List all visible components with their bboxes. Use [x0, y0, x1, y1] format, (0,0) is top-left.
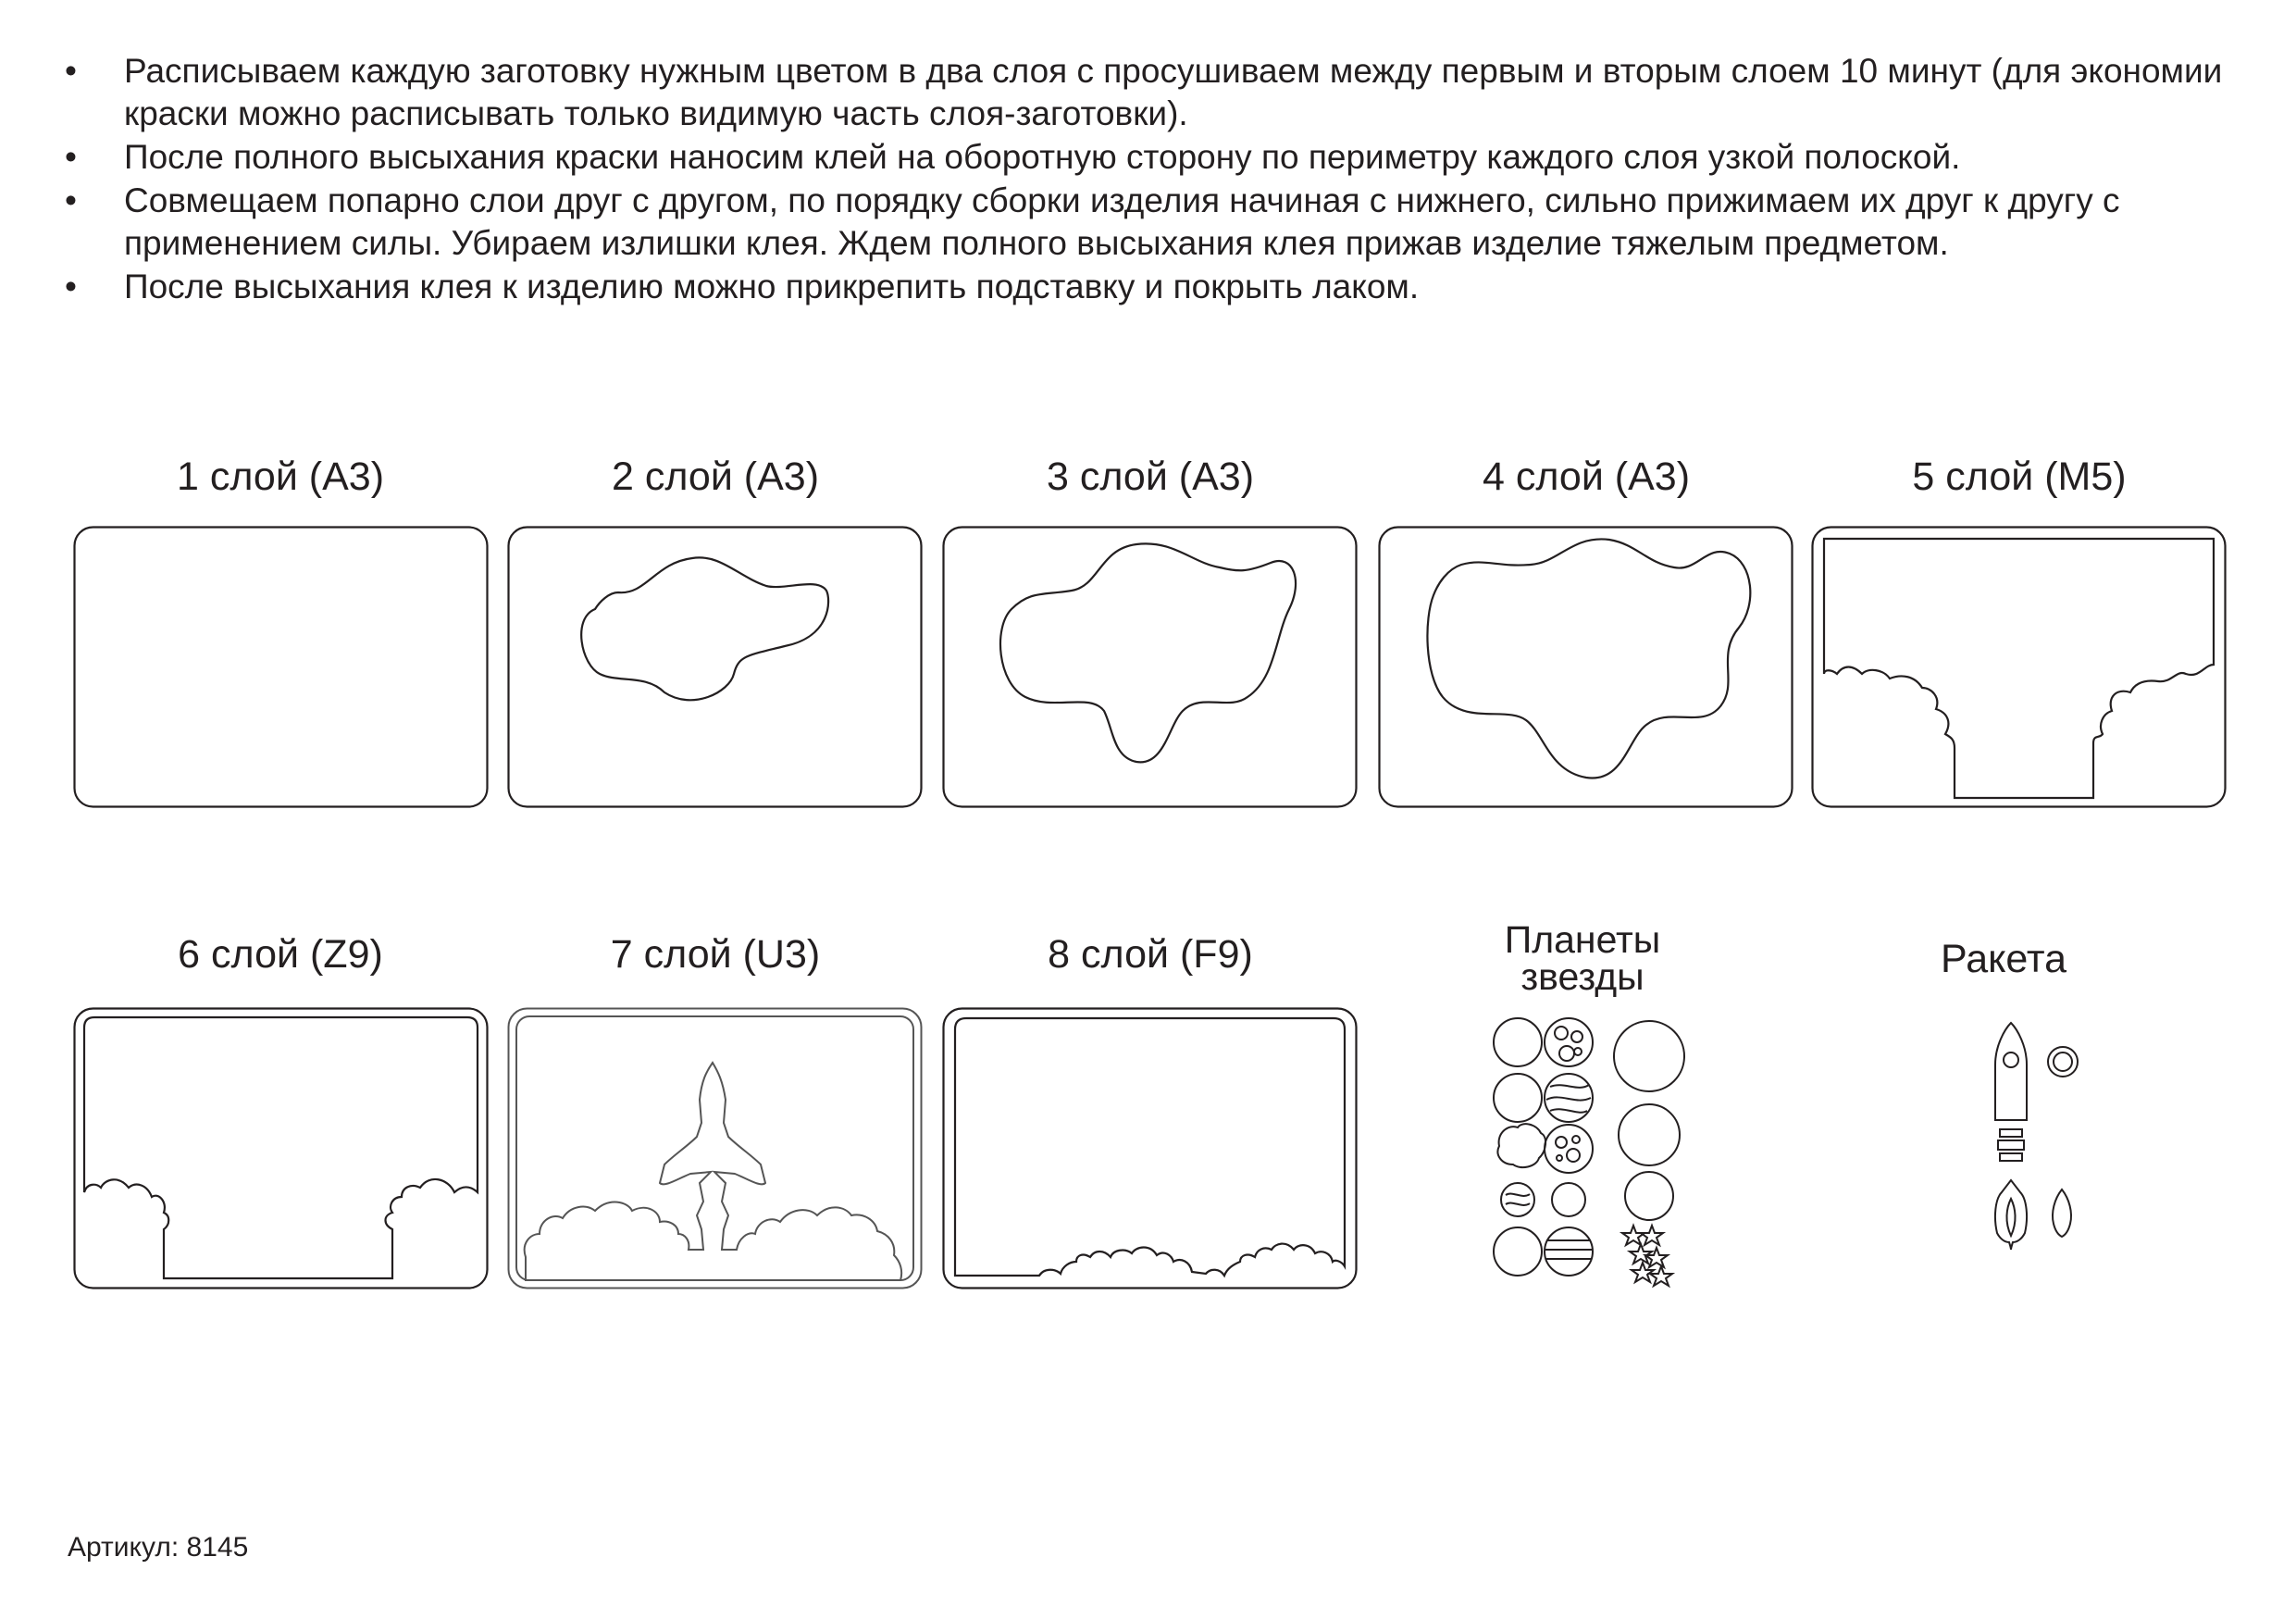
layer-5-label: 5 слой (M5): [1912, 455, 2127, 499]
nozzle-part: [2000, 1129, 2022, 1137]
planet-part: [1494, 1227, 1542, 1276]
layer-3-panel: [942, 526, 1358, 808]
planet-part: [1545, 1018, 1593, 1066]
planet-part: [1619, 1104, 1680, 1165]
star-part: [1630, 1244, 1652, 1264]
layer-2-panel: [507, 526, 923, 808]
planet-part: [1625, 1172, 1673, 1220]
layer-5-panel: [1811, 526, 2227, 808]
planet-part: [1545, 1125, 1593, 1173]
planets-title-line1: Планеты: [1504, 918, 1661, 961]
layer-3-label: 3 слой (А3): [1046, 455, 1255, 499]
star-part: [1622, 1226, 1644, 1245]
clouds-cutout: [84, 1017, 478, 1278]
planets-stars-parts: [1485, 1015, 1707, 1292]
layer-8-panel: [942, 1007, 1358, 1289]
clouds-cutout: [955, 1018, 1345, 1276]
article-number: Артикул: 8145: [68, 1532, 249, 1563]
star-part: [1641, 1226, 1663, 1245]
bullet-icon: •: [65, 138, 77, 176]
rocket-body-part: [1995, 1023, 2027, 1120]
layer-6-label: 6 слой (Z9): [178, 932, 383, 977]
layer-4-label: 4 слой (А3): [1482, 455, 1691, 499]
porthole-part: [2048, 1047, 2078, 1077]
rocket-title: Ракета: [1940, 937, 2067, 981]
planet-part: [1552, 1183, 1585, 1216]
blob-cutout: [581, 557, 828, 700]
instruction-item: • Совмещаем попарно слои друг с другом, по порядку сборки изделия начиная с нижнего, сильно прижимаем их друг к другу с применением силы. Убираем излишки клея. Ждем полного высыхания клея прижав изделие тяжелым предметом.: [65, 181, 2120, 262]
layer-7-panel: [507, 1007, 923, 1289]
instruction-item: • После высыхания клея к изделию можно прикрепить подставку и покрыть лаком.: [65, 266, 2240, 308]
instruction-list: [65, 50, 2240, 309]
layer-6-panel: [73, 1007, 489, 1289]
nozzle-part: [1998, 1140, 2024, 1150]
layer-7-label: 7 слой (U3): [610, 932, 821, 977]
flame-part: [2053, 1189, 2071, 1237]
planet-part: [1501, 1183, 1534, 1216]
planet-part: [1494, 1074, 1542, 1122]
planet-part: [1497, 1124, 1545, 1167]
layer-1-panel: [73, 526, 489, 808]
layer-4-panel: [1378, 526, 1793, 808]
bullet-icon: •: [65, 181, 77, 219]
layer-1-label: 1 слой (А3): [176, 455, 385, 499]
layer-8-label: 8 слой (F9): [1048, 932, 1253, 977]
bullet-icon: •: [65, 52, 77, 90]
blob-cutout: [1427, 539, 1750, 778]
instruction-item: • Расписываем каждую заготовку нужным цветом в два слоя с просушиваем между первым и вторым слоем 10 минут (для экономии краски можно расписывать только видимую часть слоя-заготовки).: [65, 52, 2223, 132]
rocket-parts: [1958, 1018, 2116, 1259]
flame-part: [1995, 1180, 2027, 1250]
layer-2-label: 2 слой (А3): [611, 455, 820, 499]
rocket-cloud-cutout: [525, 1063, 901, 1280]
planet-part: [1545, 1227, 1593, 1276]
planet-part: [1494, 1018, 1542, 1066]
planets-title-line2: звезды: [1520, 955, 1644, 998]
nozzle-part: [2000, 1153, 2022, 1161]
planet-part: [1614, 1021, 1684, 1091]
clouds-cutout: [1824, 539, 2214, 798]
blob-cutout: [1000, 543, 1296, 762]
instruction-item: • После полного высыхания краски наносим клей на оборотную сторону по периметру каждого слоя узкой полоской.: [65, 136, 2240, 179]
bullet-icon: •: [65, 268, 77, 305]
